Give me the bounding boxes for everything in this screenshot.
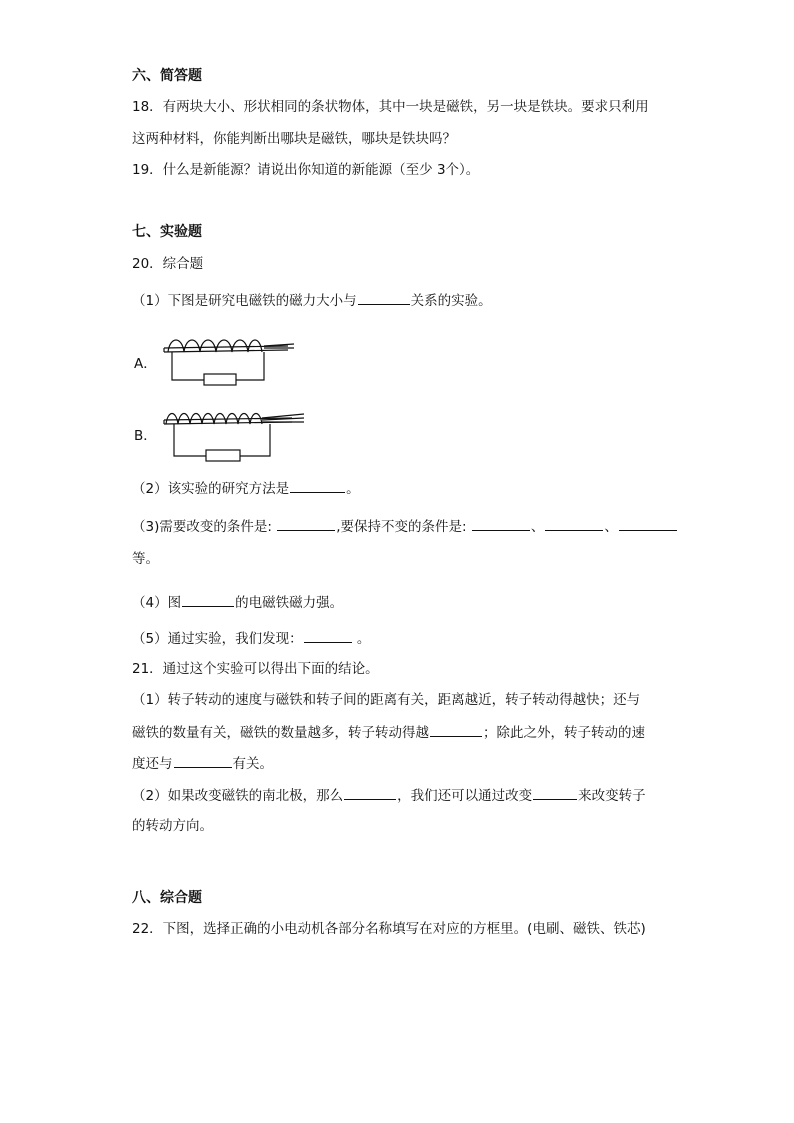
q20-p1-text-a: （1）下图是研究电磁铁的磁力大小与 (132, 293, 357, 309)
question-20-part3-end: 等。 (132, 551, 159, 567)
answer-blank[interactable] (290, 478, 345, 493)
question-19: 19．什么是新能源？请说出你知道的新能源（至少 3个）。 (132, 162, 480, 178)
answer-blank[interactable] (430, 722, 482, 737)
question-22: 22．下图，选择正确的小电动机各部分名称填写在对应的方框里。(电刷、磁铁、铁芯) (132, 921, 646, 937)
answer-blank[interactable] (344, 785, 396, 800)
question-21-title: 21．通过这个实验可以得出下面的结论。 (132, 661, 379, 677)
q20-p3-sep1: 、 (530, 519, 545, 535)
answer-blank[interactable] (277, 516, 335, 531)
q21-p2-l1-text-a: （2）如果改变磁铁的南北极，那么 (132, 788, 344, 804)
question-21-part2-line1 (132, 785, 646, 806)
q21-p1-l3-text-b: 有关。 (232, 756, 273, 772)
answer-blank[interactable] (472, 516, 530, 531)
q21-p1-l2-text-a: 磁铁的数量有关，磁铁的数量越多，转子转动得越 (132, 725, 429, 741)
q20-p2-text-a: （2）该实验的研究方法是 (132, 481, 290, 497)
section-heading-eight: 八、综合题 (132, 890, 202, 906)
question-18-line2: 这两种材料，你能判断出哪块是磁铁，哪块是铁块吗？ (132, 131, 456, 147)
question-21-part2-line2: 的转动方向。 (132, 818, 213, 834)
answer-blank[interactable] (182, 592, 234, 607)
answer-blank[interactable] (304, 628, 352, 643)
question-20-title: 20．综合题 (132, 256, 204, 272)
question-21-part1-line2 (132, 722, 645, 743)
question-21-part1-line1: （1）转子转动的速度与磁铁和转子间的距离有关，距离越近，转子转动得越快；还与 (132, 692, 641, 708)
answer-blank[interactable] (533, 785, 577, 800)
answer-blank[interactable] (358, 290, 410, 305)
q20-p3-sep2: 、 (604, 519, 618, 535)
answer-blank[interactable] (174, 753, 232, 768)
answer-blank[interactable] (619, 516, 677, 531)
question-20-part1 (132, 290, 492, 311)
q20-p4-text-b: 的电磁铁磁力强。 (235, 595, 344, 611)
q20-p1-text-b: 关系的实验。 (410, 293, 492, 309)
q21-p2-l1-text-c: 来改变转子 (578, 788, 646, 804)
question-20-part4 (132, 592, 343, 613)
q20-p2-text-b: 。 (346, 481, 360, 497)
question-20-part2 (132, 478, 360, 499)
q21-p1-l3-text-a: 度还与 (132, 756, 173, 772)
q20-p4-text-a: （4）图 (132, 595, 182, 611)
figure-a-label: A． (134, 356, 157, 372)
q20-p5-text-b: 。 (352, 631, 371, 647)
question-20-part3 (132, 516, 678, 537)
section-heading-seven: 七、实验题 (132, 224, 202, 240)
q21-p1-l2-text-b: ；除此之外，转子转动的速 (483, 725, 645, 741)
q20-p5-text-a: （5）通过实验，我们发现： (132, 631, 303, 647)
electromagnet-circuit-b-diagram (160, 406, 310, 462)
question-21-part1-line3 (132, 753, 273, 774)
section-heading-six: 六、简答题 (132, 68, 202, 84)
figure-b-label: B． (134, 428, 157, 444)
q20-p3-text-b: ,要保持不变的条件是: (336, 519, 471, 535)
electromagnet-circuit-a-diagram (160, 334, 300, 386)
question-20-part5 (132, 628, 370, 649)
q21-p2-l1-text-b: ，我们还可以通过改变 (397, 788, 533, 804)
q20-p3-text-a: （3)需要改变的条件是: (132, 519, 277, 535)
question-18-line1: 18．有两块大小、形状相同的条状物体，其中一块是磁铁，另一块是铁块。要求只利用 (132, 99, 649, 115)
answer-blank[interactable] (545, 516, 603, 531)
